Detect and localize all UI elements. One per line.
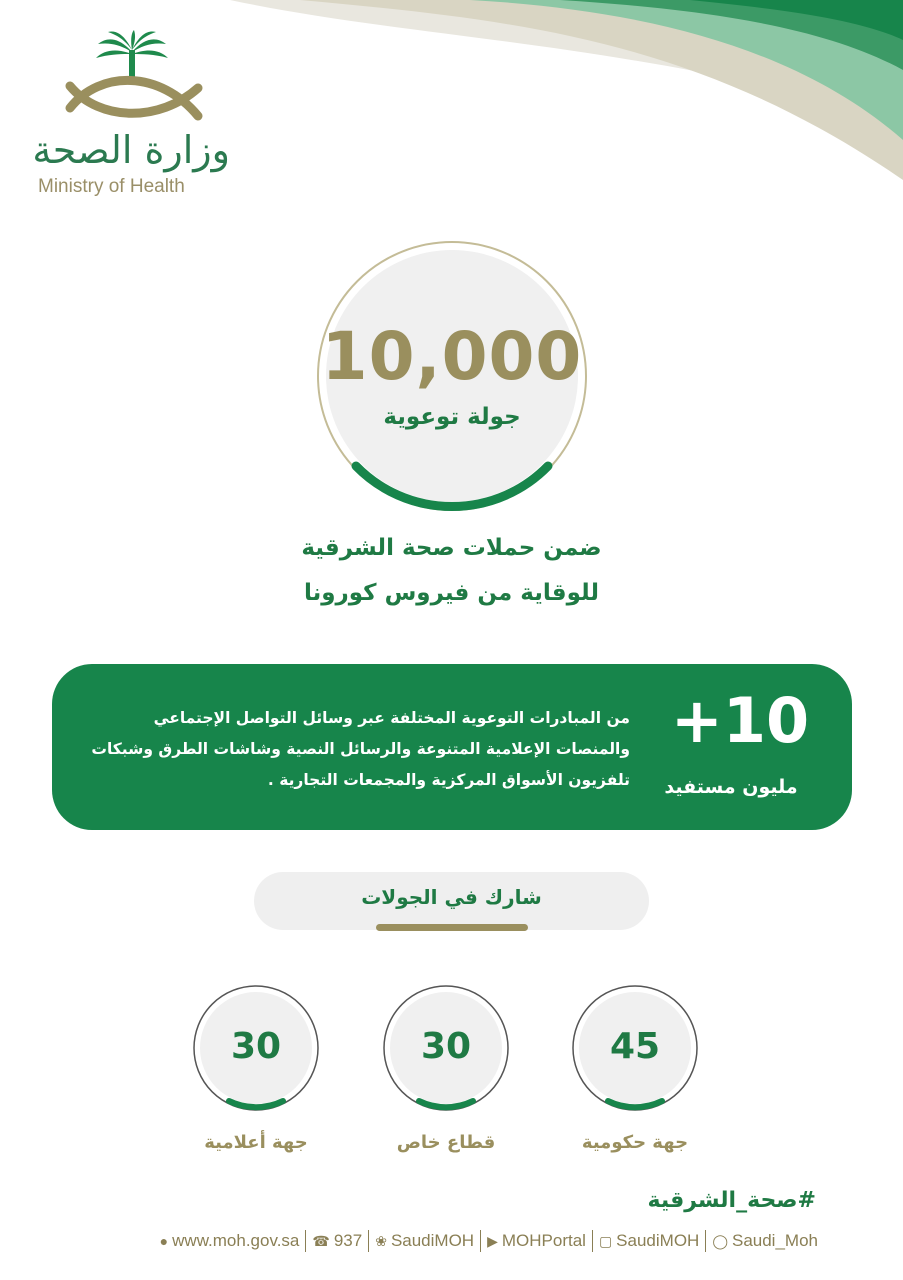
- stat-value-private: 30: [420, 1026, 472, 1067]
- ministry-name-english: Ministry of Health: [38, 176, 185, 197]
- website-link[interactable]: ● www.moh.gov.sa: [159, 1231, 300, 1250]
- phone-link[interactable]: ☎ 937: [312, 1231, 363, 1250]
- beneficiaries-label: مليون مستفيد: [664, 776, 798, 798]
- divider: [705, 1230, 706, 1252]
- divider: [305, 1230, 306, 1252]
- beneficiaries-number: +10: [670, 684, 810, 757]
- ministry-logo: [30, 30, 240, 210]
- palm-swords-emblem-icon: [30, 30, 240, 130]
- stat-value-media: 30: [230, 1026, 282, 1067]
- facebook-icon: ▢: [598, 1232, 613, 1249]
- divider: [368, 1230, 369, 1252]
- beneficiaries-description: من المبادرات التوعوية المختلفة عبر وسائل التواصل الإجتماعي والمنصات الإعلامية المتنوعة والرسائل النصية وشاشات الطرق وشبكات تلفزيون الأسواق المركزية والمجمعات التجارية .: [91, 709, 630, 789]
- campaign-subtitle-line2: للوقاية من فيروس كورونا: [303, 580, 600, 606]
- youtube-link[interactable]: ▶ MOHPortal: [487, 1231, 586, 1250]
- youtube-icon: ▶: [487, 1232, 498, 1249]
- highlight-number: 10,000: [321, 318, 583, 395]
- divider: [592, 1230, 593, 1252]
- divider: [480, 1230, 481, 1252]
- hashtag: #صحة_الشرقية: [647, 1188, 816, 1213]
- campaign-subtitle-line1: ضمن حملات صحة الشرقية: [301, 535, 602, 561]
- phone-icon: ☎: [312, 1232, 330, 1249]
- stat-label-media: جهة أعلامية: [204, 1132, 308, 1153]
- twitter-icon: ❀: [375, 1232, 387, 1249]
- heading-underline: [376, 924, 528, 931]
- stat-label-private: قطاع خاص: [396, 1132, 496, 1153]
- globe-icon: ●: [159, 1233, 169, 1249]
- stat-label-government: جهة حكومية: [581, 1132, 689, 1153]
- snapchat-link[interactable]: ◯ Saudi_Moh: [712, 1231, 818, 1250]
- facebook-link[interactable]: ▢ SaudiMOH: [598, 1231, 700, 1250]
- stat-value-government: 45: [609, 1026, 661, 1067]
- contact-footer: [88, 1228, 818, 1254]
- twitter-link[interactable]: ❀ SaudiMOH: [375, 1231, 475, 1250]
- snapchat-icon: ◯: [712, 1232, 728, 1249]
- highlight-label: جولة توعوية: [383, 404, 521, 430]
- participants-heading: شارك في الجولات: [361, 885, 542, 909]
- ministry-name-arabic: وزارة الصحة: [32, 128, 230, 172]
